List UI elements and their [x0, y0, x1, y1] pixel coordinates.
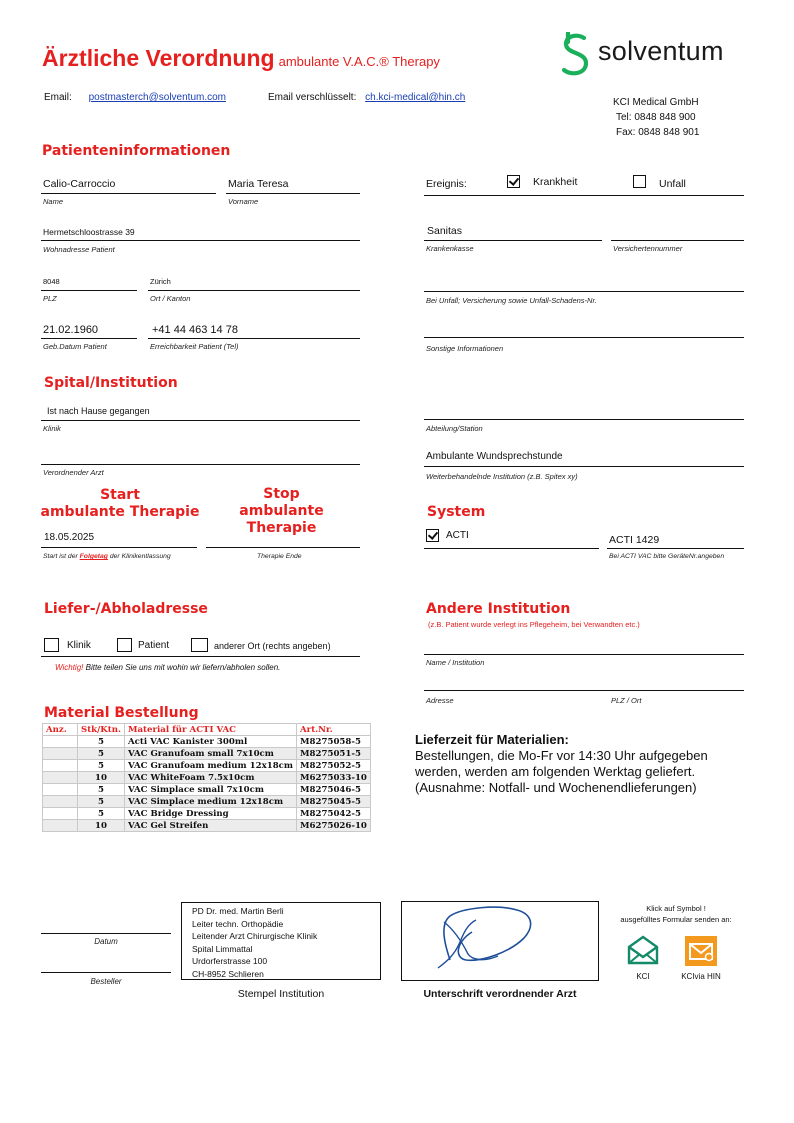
patient-name-value[interactable]: Calio-Carroccio — [43, 178, 116, 190]
material-cell: VAC Bridge Dressing — [124, 808, 296, 820]
wichtig-label: Wichtig! — [55, 663, 84, 672]
email-enc-row — [268, 92, 465, 103]
datum-label: Datum — [94, 937, 118, 946]
signature-box — [401, 901, 599, 981]
patient-name-label: Name — [43, 197, 64, 206]
stk-cell: 5 — [78, 808, 125, 820]
krankheit-checkbox[interactable] — [507, 175, 520, 188]
lieferzeit-text-3: (Ausnahme: Notfall- und Wochenendlieferungen) — [415, 780, 697, 795]
material-cell: VAC Gel Streifen — [124, 820, 296, 832]
stop-therapie-heading — [203, 486, 360, 537]
col-material: Material für ACTI VAC — [124, 724, 296, 736]
system-heading: System — [427, 504, 486, 520]
start-therapie-heading — [40, 487, 200, 521]
liefer-anderer-label: anderer Ort (rechts angeben) — [214, 641, 331, 651]
stop-heading-line1: Stop — [263, 486, 300, 502]
material-cell: VAC Granufoam small 7x10cm — [124, 748, 296, 760]
anz-cell[interactable] — [43, 772, 78, 784]
verordnender-arzt-label: Verordnender Arzt — [43, 468, 104, 477]
andere-plz-label: PLZ / Ort — [611, 696, 642, 705]
email-row — [44, 92, 226, 103]
material-row — [43, 772, 371, 784]
stk-cell: 5 — [78, 748, 125, 760]
material-cell: VAC Simplace small 7x10cm — [124, 784, 296, 796]
anz-cell[interactable] — [43, 796, 78, 808]
andere-adresse-label: Adresse — [426, 696, 454, 705]
krankenkasse-value[interactable]: Sanitas — [427, 225, 463, 237]
company-info — [613, 95, 699, 140]
company-name: KCI Medical GmbH — [613, 97, 699, 108]
send-instruction-2: ausgefülltes Formular senden an: — [620, 915, 732, 924]
title-text: Ärztliche Verordnung — [42, 45, 275, 71]
start-label-c: der Klinikentlassung — [107, 553, 171, 560]
weiterbehandelnde-value[interactable]: Ambulante Wundsprechstunde — [426, 451, 563, 462]
anz-cell[interactable] — [43, 820, 78, 832]
kci-hin-label: KCIvia HIN — [681, 972, 721, 981]
patient-plz-label: PLZ — [43, 294, 57, 303]
material-row — [43, 736, 371, 748]
anz-cell[interactable] — [43, 784, 78, 796]
send-instruction-1: Klick auf Symbol ! — [646, 904, 706, 913]
kci-email-button[interactable] — [627, 935, 659, 967]
start-heading-line1: Start — [100, 487, 140, 503]
col-stk: Stk/Ktn. — [78, 724, 125, 736]
material-cell: VAC WhiteFoam 7.5x10cm — [124, 772, 296, 784]
andere-institution-heading: Andere Institution — [426, 601, 571, 617]
solventum-logo — [558, 32, 724, 83]
ereignis-label: Ereignis: — [426, 178, 467, 190]
subtitle-text: ambulante V.A.C.® Therapy — [278, 54, 440, 69]
stempel-box — [181, 902, 381, 980]
stempel-label: Stempel Institution — [237, 988, 325, 1000]
lieferzeit-text-2: werden, werden am folgenden Werktag geliefert. — [415, 764, 696, 779]
liefer-hinweis-text: Bitte teilen Sie uns mit wohin wir liefern/abholen sollen. — [83, 663, 281, 672]
stamp-line: PD Dr. med. Martin Berli — [192, 906, 284, 916]
anz-cell[interactable] — [43, 748, 78, 760]
artnr-cell: M6275026-10 — [297, 820, 371, 832]
liefer-klinik-checkbox[interactable] — [44, 638, 59, 652]
abteilung-label: Abteilung/Station — [426, 424, 483, 433]
start-heading-line2: ambulante Therapie — [40, 504, 200, 520]
col-artnr: Art.Nr. — [297, 724, 371, 736]
andere-name-label: Name / Institution — [426, 658, 485, 667]
stk-cell: 5 — [78, 784, 125, 796]
company-tel: Tel: 0848 848 900 — [616, 112, 696, 123]
artnr-cell: M8275042-5 — [297, 808, 371, 820]
unfall-checkbox[interactable] — [633, 175, 646, 188]
material-heading: Material Bestellung — [44, 705, 199, 721]
acti-label: ACTI — [446, 530, 469, 541]
patient-vorname-value[interactable]: Maria Teresa — [228, 178, 289, 190]
patient-dob-value[interactable]: 21.02.1960 — [43, 324, 99, 336]
lieferzeit-heading: Lieferzeit für Materialien: — [415, 732, 569, 747]
stop-heading-line2: ambulante Therapie — [239, 503, 324, 536]
liefer-hinweis — [55, 663, 280, 672]
unfall-versicherung-label: Bei Unfall; Versicherung sowie Unfall-Schadens-Nr. — [426, 296, 597, 305]
device-nr-value[interactable]: ACTI 1429 — [609, 534, 660, 546]
stk-cell: 5 — [78, 760, 125, 772]
stk-cell: 5 — [78, 736, 125, 748]
patient-vorname-label: Vorname — [228, 197, 259, 206]
material-cell: VAC Simplace medium 12x18cm — [124, 796, 296, 808]
material-row — [43, 748, 371, 760]
material-table — [42, 723, 371, 832]
liefer-anderer-checkbox[interactable] — [191, 638, 208, 652]
spital-heading: Spital/Institution — [44, 375, 178, 391]
patient-ort-value[interactable]: Zürich — [150, 277, 171, 286]
material-table-wrap — [42, 723, 371, 832]
col-anz: Anz. — [43, 724, 78, 736]
stamp-line: CH-8952 Schlieren — [192, 968, 264, 979]
unterschrift-label: Unterschrift verordnender Arzt — [423, 988, 577, 1000]
material-cell: Acti VAC Kanister 300ml — [124, 736, 296, 748]
material-row — [43, 808, 371, 820]
anz-cell[interactable] — [43, 760, 78, 772]
therapie-ende-label: Therapie Ende — [257, 553, 302, 560]
anz-cell[interactable] — [43, 808, 78, 820]
patient-phone-value[interactable]: +41 44 463 14 78 — [152, 324, 238, 336]
stk-cell: 10 — [78, 820, 125, 832]
stamp-line: Spital Limmattal — [192, 943, 253, 954]
versichertennummer-label: Versichertennummer — [613, 244, 683, 253]
weiterbehandelnde-label: Weiterbehandelnde Institution (z.B. Spitex xy) — [426, 472, 578, 481]
artnr-cell: M8275058-5 — [297, 736, 371, 748]
patient-ort-label: Ort / Kanton — [150, 294, 191, 303]
form-title — [42, 45, 440, 72]
send-instructions — [607, 903, 745, 925]
solventum-s-icon — [558, 32, 594, 78]
liefer-patient-label: Patient — [138, 640, 170, 651]
sonstige-info-label: Sonstige Informationen — [426, 344, 504, 353]
email-orange-icon — [685, 936, 717, 966]
liefer-heading: Liefer-/Abholadresse — [44, 601, 208, 617]
signature-image — [402, 902, 597, 979]
start-label-a: Start ist der — [43, 553, 80, 560]
start-label-folgetag: Folgetag — [79, 553, 108, 560]
material-cell: VAC Granufoam medium 12x18cm — [124, 760, 296, 772]
patient-phone-label: Erreichbarkeit Patient (Tel) — [150, 342, 239, 351]
patient-plz-value[interactable]: 8048 — [43, 277, 60, 286]
kci-label: KCI — [636, 972, 650, 981]
andere-institution-sub: (z.B. Patient wurde verlegt ins Pflegeheim, bei Verwandten etc.) — [428, 620, 640, 629]
artnr-cell: M8275046-5 — [297, 784, 371, 796]
start-date-value[interactable]: 18.05.2025 — [44, 532, 95, 543]
liefer-klinik-label: Klinik — [67, 640, 91, 651]
stamp-lines — [192, 905, 370, 981]
patient-address-label: Wohnadresse Patient — [43, 245, 115, 254]
material-row — [43, 784, 371, 796]
lieferzeit-block — [415, 732, 708, 796]
email-green-icon — [627, 935, 659, 965]
patient-dob-label: Geb.Datum Patient — [43, 342, 107, 351]
material-row — [43, 796, 371, 808]
email-enc-label: Email verschlüsselt: — [268, 92, 357, 103]
email-label: Email: — [44, 92, 72, 103]
material-row — [43, 760, 371, 772]
start-date-label — [43, 553, 171, 560]
anz-cell[interactable] — [43, 736, 78, 748]
stk-cell: 10 — [78, 772, 125, 784]
stamp-line: Urdorferstrasse 100 — [192, 956, 268, 967]
patient-heading: Patienteninformationen — [42, 143, 231, 159]
company-fax: Fax: 0848 848 901 — [616, 127, 700, 138]
logo-text: solventum — [598, 36, 724, 66]
email-link[interactable]: postmasterch@solventum.com — [88, 92, 226, 103]
stamp-line: Leitender Arzt Chirurgische Klinik — [192, 931, 318, 942]
artnr-cell: M8275045-5 — [297, 796, 371, 808]
artnr-cell: M8275052-5 — [297, 760, 371, 772]
stamp-line: Leiter techn. Orthopädie — [192, 918, 284, 929]
lieferzeit-text-1: Bestellungen, die Mo-Fr vor 14:30 Uhr aufgegeben — [415, 748, 708, 763]
unfall-label: Unfall — [659, 178, 686, 190]
kci-hin-email-button[interactable] — [685, 936, 717, 966]
acti-checkbox[interactable] — [426, 529, 439, 542]
device-nr-label: Bei ACTI VAC bitte GeräteNr.angeben — [609, 553, 725, 560]
material-row — [43, 820, 371, 832]
stk-cell: 5 — [78, 796, 125, 808]
besteller-label: Besteller — [90, 977, 122, 986]
email-enc-link[interactable]: ch.kci-medical@hin.ch — [365, 92, 466, 103]
klinik-value[interactable]: Ist nach Hause gegangen — [47, 406, 150, 416]
patient-address-value[interactable]: Hermetschloostrasse 39 — [43, 227, 135, 237]
liefer-patient-checkbox[interactable] — [117, 638, 132, 652]
artnr-cell: M8275051-5 — [297, 748, 371, 760]
artnr-cell: M6275033-10 — [297, 772, 371, 784]
klinik-label: Klinik — [43, 424, 61, 433]
krankenkasse-label: Krankenkasse — [426, 244, 474, 253]
krankheit-label: Krankheit — [533, 176, 578, 188]
